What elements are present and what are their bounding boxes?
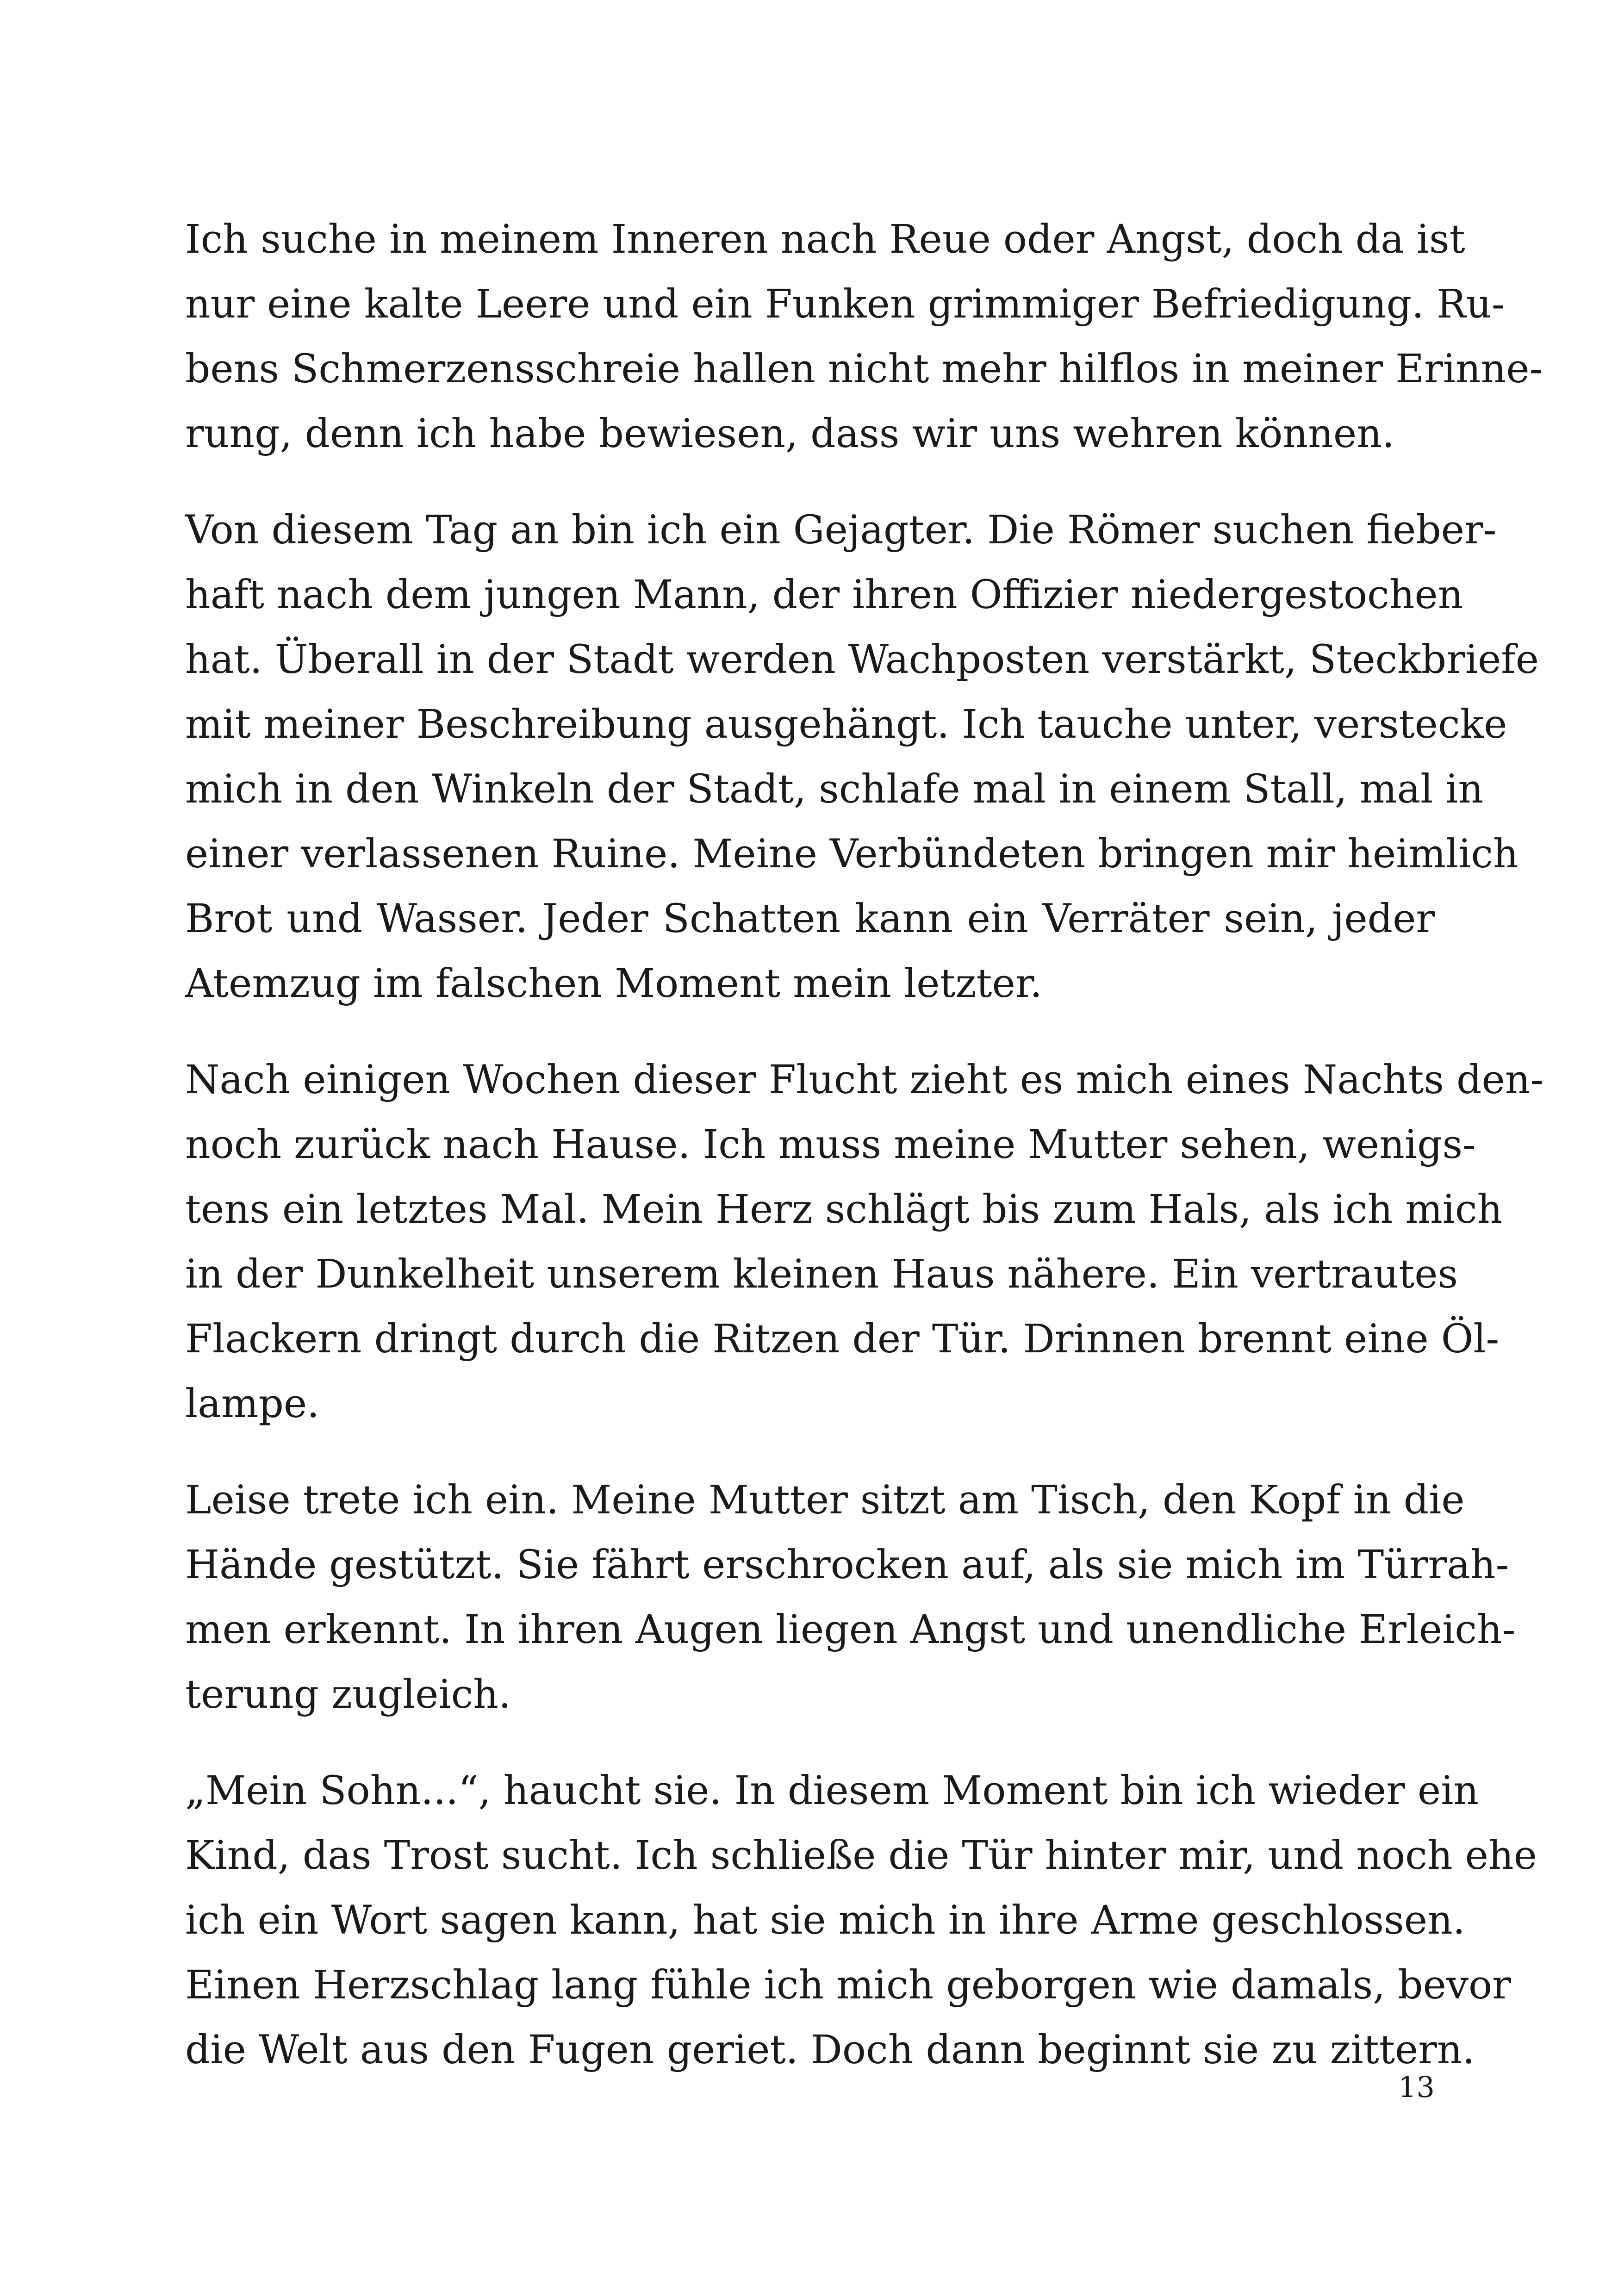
text-line: Nach einigen Wochen dieser Flucht zieht es mich eines Nachts den- bbox=[185, 1057, 1544, 1103]
text-line: Ich suche in meinem Inneren nach Reue oder Angst, doch da ist bbox=[185, 217, 1465, 262]
text-line: Hände gestützt. Sie fährt erschrocken auf, als sie mich im Türrah- bbox=[185, 1542, 1509, 1588]
paragraph-2 bbox=[185, 498, 1539, 1016]
text-line: „Mein Sohn...“, haucht sie. In diesem Moment bin ich wieder ein bbox=[185, 1768, 1479, 1814]
text-line: terung zugleich. bbox=[185, 1672, 511, 1717]
text-line: Flackern dringt durch die Ritzen der Tür. Drinnen brennt eine Öl- bbox=[185, 1316, 1500, 1362]
text-line: mit meiner Beschreibung ausgehängt. Ich tauche unter, verstecke bbox=[185, 702, 1507, 747]
paragraph-3 bbox=[185, 1048, 1544, 1437]
text-line: die Welt aus den Fugen geriet. Doch dann beginnt sie zu zittern. bbox=[185, 2027, 1475, 2073]
text-line: Brot und Wasser. Jeder Schatten kann ein Verräter sein, jeder bbox=[185, 896, 1435, 942]
paragraph-5 bbox=[185, 1759, 1537, 2083]
text-line: tens ein letztes Mal. Mein Herz schlägt bis zum Hals, als ich mich bbox=[185, 1187, 1503, 1232]
text-line: bens Schmerzensschreie hallen nicht mehr hilflos in meiner Erinne- bbox=[185, 346, 1543, 392]
paragraph-4 bbox=[185, 1468, 1516, 1727]
text-line: Einen Herzschlag lang fühle ich mich geborgen wie damals, bevor bbox=[185, 1962, 1511, 2008]
text-line: hat. Überall in der Stadt werden Wachposten verstärkt, Steckbriefe bbox=[185, 637, 1539, 683]
body-text bbox=[185, 207, 1544, 2114]
paragraph-1 bbox=[185, 207, 1543, 467]
text-line: nur eine kalte Leere und ein Funken grimmiger Befriedigung. Ru- bbox=[185, 281, 1505, 327]
text-line: noch zurück nach Hause. Ich muss meine Mutter sehen, wenigs- bbox=[185, 1122, 1476, 1168]
text-line: Von diesem Tag an bin ich ein Gejagter. Die Römer suchen fieber- bbox=[185, 507, 1497, 553]
text-line: Atemzug im falschen Moment mein letzter. bbox=[185, 961, 1043, 1007]
text-line: haft nach dem jungen Mann, der ihren Offizier niedergestochen bbox=[185, 572, 1463, 618]
text-line: rung, denn ich habe bewiesen, dass wir uns wehren können. bbox=[185, 411, 1394, 457]
text-line: Kind, das Trost sucht. Ich schließe die Tür hinter mir, und noch ehe bbox=[185, 1833, 1537, 1879]
page-number: 13 bbox=[1398, 2070, 1435, 2104]
text-line: Leise trete ich ein. Meine Mutter sitzt am Tisch, den Kopf in die bbox=[185, 1477, 1465, 1523]
text-line: in der Dunkelheit unserem kleinen Haus nähere. Ein vertrautes bbox=[185, 1251, 1458, 1297]
text-line: men erkennt. In ihren Augen liegen Angst und unendliche Erleich- bbox=[185, 1607, 1516, 1653]
text-line: lampe. bbox=[185, 1381, 320, 1427]
text-line: mich in den Winkeln der Stadt, schlafe mal in einem Stall, mal in bbox=[185, 766, 1484, 812]
text-line: einer verlassenen Ruine. Meine Verbündeten bringen mir heimlich bbox=[185, 831, 1518, 877]
text-line: ich ein Wort sagen kann, hat sie mich in ihre Arme geschlossen. bbox=[185, 1898, 1465, 1943]
